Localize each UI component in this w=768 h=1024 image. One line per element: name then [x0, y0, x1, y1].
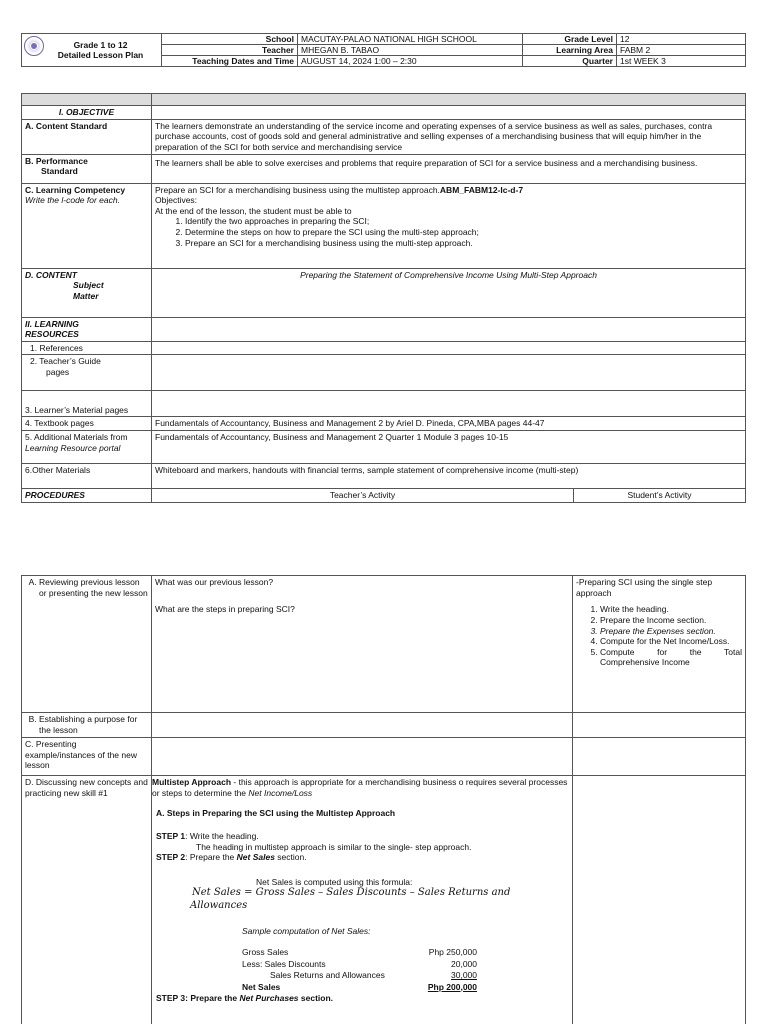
additional-materials-label: 5. Additional Materials from Learning Resource portal — [22, 431, 152, 464]
list-item: Gross Sales Php 250,000 — [242, 947, 477, 957]
list-item: Net Sales Php 200,000 — [242, 981, 477, 992]
other-materials-label: 6.Other Materials — [22, 464, 152, 489]
list-item: 3. Prepare the Expenses section. — [600, 626, 742, 637]
procedure-a-student: -Preparing SCI using the single step approach 1. Write the heading. 2. Prepare the Income section. 3. Prepare the Expenses section. 4. Compute for the Net Income/Loss. 5. Compute for the Total Comprehensive Income — [573, 576, 746, 713]
teachers-guide-label: 2. Teacher’s Guide pages — [22, 355, 152, 391]
sci-steps-list — [576, 604, 742, 668]
objective-heading: I. OBJECTIVE — [22, 106, 152, 120]
deped-seal-icon — [24, 36, 44, 56]
steps-heading: A. Steps in Preparing the SCI using the Multistep Approach — [156, 808, 396, 819]
learning-competency-text: Prepare an SCI for a merchandising business using the multistep approach.ABM_FABM12-Ic-d-7 Objectives: At the end of the lesson, the student must be able to 1. Identify the two approaches in preparing the SCI; 2. Determine the steps on how to prepare the SCI using the multi-step approach; 3. Prepare an SCI for a merchandising business using the multi-step approach. — [152, 183, 746, 268]
additional-materials-value: Fundamentals of Accountancy, Business and Management 2 Quarter 1 Module 3 pages 10-15 — [152, 431, 746, 464]
dates-label: Teaching Dates and Time — [162, 56, 298, 67]
performance-standard-label: B. Performance Standard — [22, 154, 152, 183]
doc-title-line2: Detailed Lesson Plan — [57, 50, 144, 60]
list-item: 1. Write the heading. — [600, 604, 742, 615]
content-label: D. CONTENT Subject Matter — [22, 268, 152, 317]
teacher-activity-header: Teacher’s Activity — [152, 489, 574, 503]
procedure-d-teacher: Multistep Approach - this approach is appropriate for a merchandising business o requires several processes or steps to determine the Net Income/Loss A. Steps in Preparing the SCI using the Multistep Approach STEP 1: Write the heading. The heading in multistep approach is similar to the single- step approach. STEP 2: Prepare the Net Sales section. Net Sales is computed using this formula: Net Sales = Gross Sales – Sales Discounts – Sales Returns and Allowances Sample computation of Net Sales: Gross Sales Php 250,000 Less: Sales Discounts 20,000 Sales Returns and Allowances 30,000 Net Sales Php 200,000 STEP 3: Prepare the Net Purchases section. — [152, 776, 573, 1024]
list-item: 2. Prepare the Income section. — [600, 615, 742, 626]
learning-resources-heading: II. LEARNING RESOURCES — [22, 317, 152, 341]
performance-standard-text: The learners shall be able to solve exercises and problems that require preparation of SCI for a service business and a merchandising business. — [152, 154, 746, 183]
textbook-value: Fundamentals of Accountancy, Business and Management 2 by Ariel D. Pineda, CPA,MBA pages 44-47 — [152, 417, 746, 431]
dates-value: AUGUST 14, 2024 1:00 – 2:30 — [298, 56, 523, 67]
content-text: Preparing the Statement of Comprehensive Income Using Multi-Step Approach — [152, 268, 746, 317]
quarter-label: Quarter — [523, 56, 617, 67]
textbook-label: 4. Textbook pages — [22, 417, 152, 431]
procedure-b-label: B. Establishing a purpose for the lesson — [22, 713, 152, 738]
net-sales-formula: Net Sales = Gross Sales – Sales Discounts – Sales Returns and — [192, 887, 511, 899]
school-label: School — [162, 34, 298, 45]
net-sales-computation — [242, 947, 477, 993]
learning-area-value: FABM 2 — [617, 45, 746, 56]
content-standard-text: The learners demonstrate an understanding of the service income and operating expenses of a service business as well as sales, purchases, contra purchase accounts, cost of goods sold and general administrative and selling expenses of a merchandising business that will equip him/her in the preparation of the SCI for both service and merchandising service — [152, 119, 746, 154]
references-label: 1. References — [22, 341, 152, 355]
teacher-value: MHEGAN B. TABAO — [298, 45, 523, 56]
procedures-table — [21, 575, 746, 1024]
list-item: Sales Returns and Allowances 30,000 — [270, 970, 477, 980]
header-logo-cell — [22, 34, 162, 67]
procedure-c-label: C. Presenting example/instances of the new lesson — [22, 738, 152, 776]
learning-area-label: Learning Area — [523, 45, 617, 56]
school-value: MACUTAY-PALAO NATIONAL HIGH SCHOOL — [298, 34, 523, 45]
shaded-header-row — [22, 94, 746, 106]
list-item: 1. Identify the two approaches in preparing the SCI; — [185, 216, 742, 227]
procedure-a-teacher: What was our previous lesson? What are the steps in preparing SCI? — [152, 576, 573, 713]
list-item: 4. Compute for the Net Income/Loss. — [600, 636, 742, 647]
objectives-list — [155, 216, 742, 248]
list-item: Less: Sales Discounts 20,000 — [242, 958, 477, 969]
lesson-plan-table — [21, 93, 746, 503]
list-item: 3. Prepare an SCI for a merchandising business using the multi-step approach. — [185, 238, 742, 249]
other-materials-value: Whiteboard and markers, handouts with financial terms, sample statement of comprehensive income (multi-step) — [152, 464, 746, 489]
list-item: 2. Determine the steps on how to prepare the SCI using the multi-step approach; — [185, 227, 742, 238]
learning-competency-label: C. Learning Competency Write the l-code for each. — [22, 183, 152, 268]
doc-title-line1: Grade 1 to 12 — [73, 40, 128, 50]
learners-material-label: 3. Learner’s Material pages — [22, 391, 152, 417]
quarter-value: 1st WEEK 3 — [617, 56, 746, 67]
procedures-label: PROCEDURES — [22, 489, 152, 503]
procedure-a-label: A. Reviewing previous lesson or presenting the new lesson — [22, 576, 152, 713]
header-table — [21, 33, 746, 67]
procedure-d-label: D. Discussing new concepts and practicing new skill #1 — [22, 776, 152, 1024]
grade-level-value: 12 — [617, 34, 746, 45]
content-standard-label: A. Content Standard — [22, 119, 152, 154]
grade-level-label: Grade Level — [523, 34, 617, 45]
teacher-label: Teacher — [162, 45, 298, 56]
list-item: 5. Compute for the Total Comprehensive Income — [600, 647, 742, 668]
student-activity-header: Student’s Activity — [574, 489, 746, 503]
